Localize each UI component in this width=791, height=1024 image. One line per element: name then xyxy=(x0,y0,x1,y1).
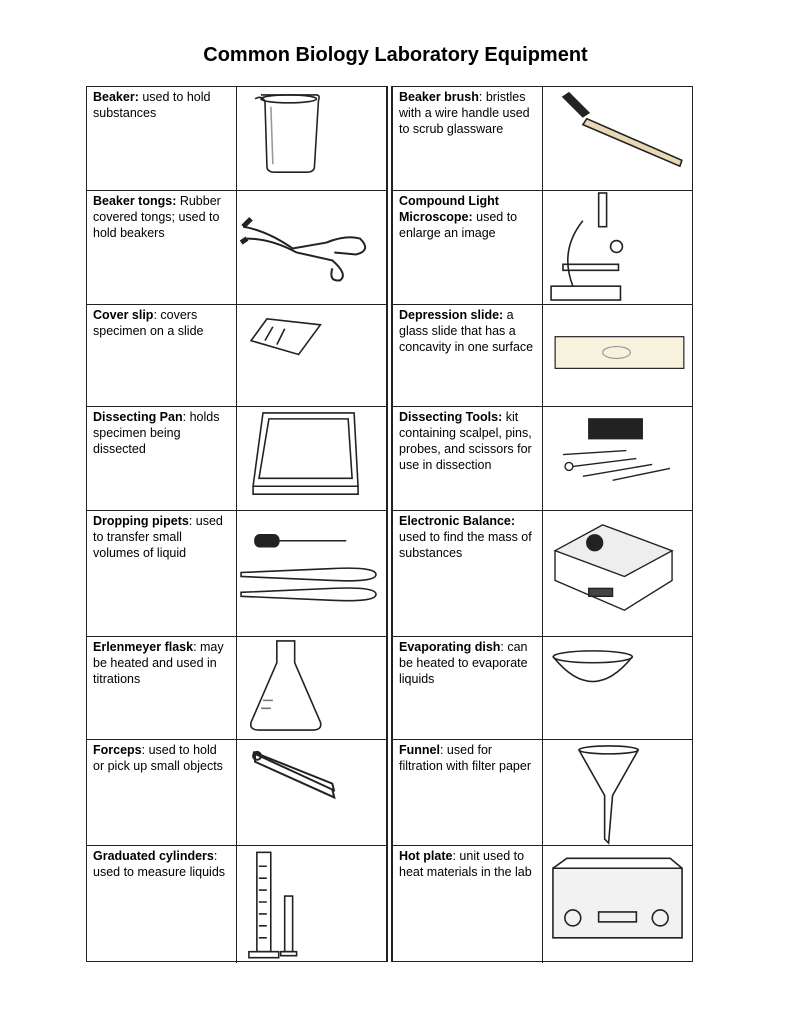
item-name: Dropping pipets xyxy=(93,514,189,528)
item-description: : used to transfer small volumes of liquid xyxy=(93,514,223,560)
item-description: used to find the mass of substances xyxy=(399,530,532,560)
item-name: Erlenmeyer flask xyxy=(93,640,194,654)
item-description: Rubber covered tongs; used to hold beakers xyxy=(93,194,221,240)
item-name: Electronic Balance: xyxy=(399,514,516,528)
evaporating-dish-image xyxy=(543,637,692,739)
equipment-table xyxy=(86,86,693,962)
table-row xyxy=(393,846,692,963)
depression-slide-image xyxy=(543,305,692,406)
table-row xyxy=(393,740,692,846)
table-row xyxy=(87,191,386,305)
electronic-balance-image xyxy=(543,511,692,636)
item-description: : used for filtration with filter paper xyxy=(399,743,532,773)
item-name: Dissecting Tools: xyxy=(399,410,503,424)
item-description: : may be heated and used in titrations xyxy=(93,640,224,686)
beaker-image xyxy=(237,87,386,190)
item-description: used to hold substances xyxy=(93,90,211,120)
beaker-tongs-image xyxy=(237,191,386,304)
table-row xyxy=(87,87,386,191)
item-description: a glass slide that has a concavity in one surface xyxy=(399,308,534,354)
table-row xyxy=(87,511,386,637)
item-description: : used to hold or pick up small objects xyxy=(93,743,223,773)
item-name: Beaker brush xyxy=(399,90,479,104)
page-title: Common Biology Laboratory Equipment xyxy=(203,44,588,66)
item-name: Forceps xyxy=(93,743,142,757)
item-name: Dissecting Pan xyxy=(93,410,183,424)
item-name: Beaker tongs: xyxy=(93,194,177,208)
cover-slip-image xyxy=(237,305,386,406)
beaker-brush-image xyxy=(543,87,692,190)
table-row xyxy=(393,511,692,637)
table-row xyxy=(87,637,386,740)
table-row xyxy=(87,740,386,846)
microscope-image xyxy=(543,191,692,304)
hot-plate-image xyxy=(543,846,692,963)
item-name: Depression slide: xyxy=(399,308,504,322)
item-description: : used to measure liquids xyxy=(93,849,226,879)
dissecting-tools-image xyxy=(543,407,692,510)
item-name: Graduated cylinders xyxy=(93,849,214,863)
item-name: Funnel xyxy=(399,743,440,757)
item-description: : bristles with a wire handle used to scrub glassware xyxy=(399,90,530,136)
item-description: : can be heated to evaporate liquids xyxy=(399,640,528,686)
item-name: Beaker: xyxy=(93,90,139,104)
table-row xyxy=(393,191,692,305)
right-column xyxy=(391,86,693,962)
dissecting-pan-image xyxy=(237,407,386,510)
item-description: : holds specimen being dissected xyxy=(93,410,220,456)
table-row xyxy=(87,846,386,963)
left-column xyxy=(86,86,388,962)
item-description: kit containing scalpel, pins, probes, and scissors for use in dissection xyxy=(399,410,532,472)
table-row xyxy=(87,407,386,511)
funnel-image xyxy=(543,740,692,845)
item-name: Evaporating dish xyxy=(399,640,501,654)
table-row xyxy=(87,305,386,407)
table-row xyxy=(393,305,692,407)
item-description: used to enlarge an image xyxy=(399,210,518,240)
item-description: : unit used to heat materials in the lab xyxy=(399,849,532,879)
item-name: Hot plate xyxy=(399,849,453,863)
item-description: : covers specimen on a slide xyxy=(93,308,204,338)
forceps-image xyxy=(237,740,386,845)
item-name: Compound Light Microscope: xyxy=(399,194,499,224)
graduated-cylinders-image xyxy=(237,846,386,963)
table-row xyxy=(393,637,692,740)
table-row xyxy=(393,87,692,191)
dropping-pipets-image xyxy=(237,511,386,636)
item-name: Cover slip xyxy=(93,308,154,322)
table-row xyxy=(393,407,692,511)
erlenmeyer-flask-image xyxy=(237,637,386,739)
